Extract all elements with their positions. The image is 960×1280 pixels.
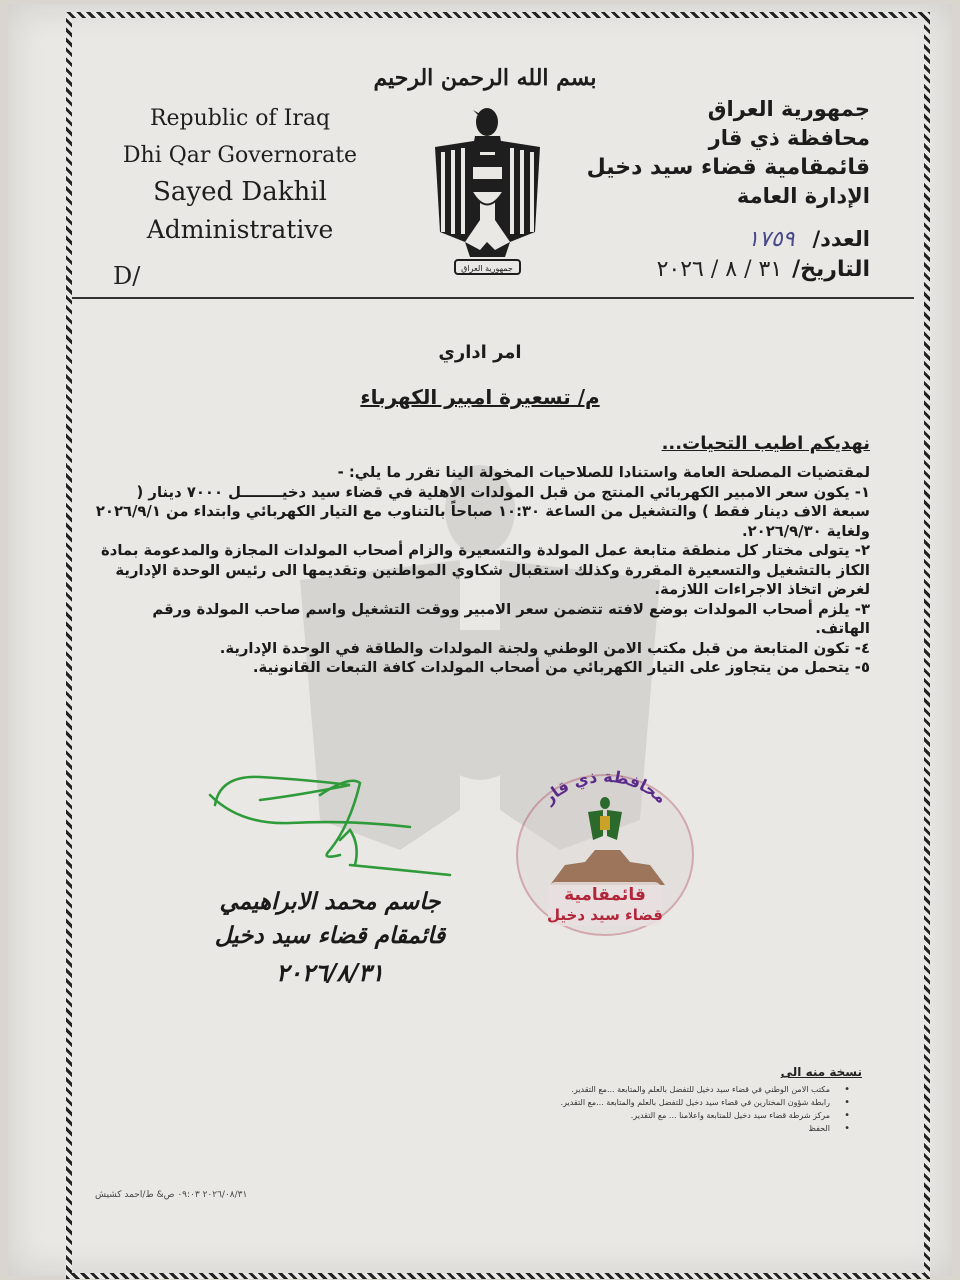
signature-date: ٢٠٢٦/٨/٣١	[276, 958, 384, 987]
order-item-4: ٤- تكون المتابعة من قبل مكتب الامن الوطني ولجنة المولدات والطاقة في الوحدة الإدارية.	[219, 639, 870, 657]
order-item-1: ١- يكون سعر الامبير الكهربائي المنتج من قبل المولدات الاهلية في قضاء سيد دخيــــــــل ٧٠٠٠ دينار ( سبعة الاف دينار فقط ) والتشغيل من الساعة ١٠:٣٠ صباحاً بالتناوب مع التيار الكهربائي وابتداء من ٢٠٢٦/٩/١ ولغاية ٢٠٢٦/٩/٣٠.	[95, 483, 870, 540]
signature-block	[200, 885, 460, 993]
english-country: Republic of Iraq	[149, 106, 331, 131]
english-district: Sayed Dakhil	[153, 177, 327, 207]
date-label: التاريخ/	[792, 257, 870, 282]
order-title: امر اداري	[438, 342, 522, 363]
copies-list	[420, 1083, 850, 1135]
copies-title: نسخة منه الى	[780, 1065, 862, 1079]
stamp-arc-text: محافظة ذي قار	[539, 770, 671, 808]
arabic-governorate: محافظة ذي قار	[708, 126, 870, 150]
english-reference: D/	[113, 262, 141, 290]
signatory-title: قائمقام قضاء سيد دخيل	[214, 922, 446, 949]
stamp-line-2: قضاء سيد دخيل	[547, 906, 663, 924]
order-item-3: ٣- يلزم أصحاب المولدات بوضع لافته تتضمن سعر الامبير ووقت التشغيل واسم صاحب المولدة ورقم الهاتف.	[152, 600, 870, 637]
english-letterhead	[95, 100, 385, 248]
copy-recipient: • الحفظ	[420, 1122, 850, 1135]
handwritten-signature	[200, 765, 460, 895]
number-label: العدد/	[812, 227, 870, 251]
footer-print-stamp: ٢٠٢٦/٠٨/٣١ ٠٩:٠٣ ص& ط/احمد كشيش	[95, 1190, 248, 1200]
official-stamp	[510, 770, 700, 940]
order-body	[95, 463, 870, 678]
copy-recipient: • مكتب الامن الوطني في قضاء سيد دخيل للتفضل بالعلم والمتابعة ...مع التقدير.	[420, 1083, 850, 1096]
basmala: بسم الله الرحمن الرحيم	[373, 65, 597, 91]
order-intro: لمقتضيات المصلحة العامة واستنادا للصلاحيات المخولة الينا تقرر ما يلي: -	[337, 464, 870, 481]
order-subject: م/ تسعيرة امبير الكهرباء	[360, 385, 600, 409]
iraq-eagle-emblem-icon	[425, 92, 550, 287]
arabic-letterhead	[580, 95, 870, 211]
order-item-5: ٥- يتحمل من يتجاوز على التيار الكهربائي من أصحاب المولدات كافة التبعات القانونية.	[252, 659, 870, 676]
date-value: ٣١ / ٨ / ٢٠٢٦	[656, 257, 783, 282]
english-department: Administrative	[146, 215, 334, 244]
order-item-2: ٢- يتولى مختار كل منطقة متابعة عمل المولدة والتسعيرة والزام أصحاب المولدات المجازة والمدعومة بمادة الكاز بالتشغيل والتسعيرة المقررة وكذلك استقبال شكاوي المواطنين وتقديمها الى رئيس الوحدة الإدارية لغرض اتخاذ الاجراءات اللازمة.	[101, 542, 870, 598]
document-date	[570, 257, 870, 282]
stamp-line-1: قائمقامية	[564, 885, 646, 905]
header-divider	[72, 297, 914, 299]
emblem-caption: جمهورية العراق	[461, 264, 513, 273]
copy-recipient: • رابطة شؤون المختارين في قضاء سيد دخيل للتفضل بالعلم والمتابعة ...مع التقدير.	[420, 1096, 850, 1109]
number-value: ١٧٥٩	[747, 227, 795, 252]
english-governorate: Dhi Qar Governorate	[122, 143, 358, 168]
document-number	[610, 227, 870, 252]
arabic-district: قائمقامية قضاء سيد دخيل	[586, 155, 870, 180]
signatory-name: جاسم محمد الابراهيمي	[219, 888, 441, 915]
greeting: نهديكم اطيب التحيات...	[661, 433, 870, 454]
arabic-department: الإدارة العامة	[736, 184, 870, 208]
arabic-country: جمهورية العراق	[707, 97, 870, 121]
copy-recipient: • مركز شرطة قضاء سيد دخيل للمتابعة واعلامنا ... مع التقدير.	[420, 1109, 850, 1122]
